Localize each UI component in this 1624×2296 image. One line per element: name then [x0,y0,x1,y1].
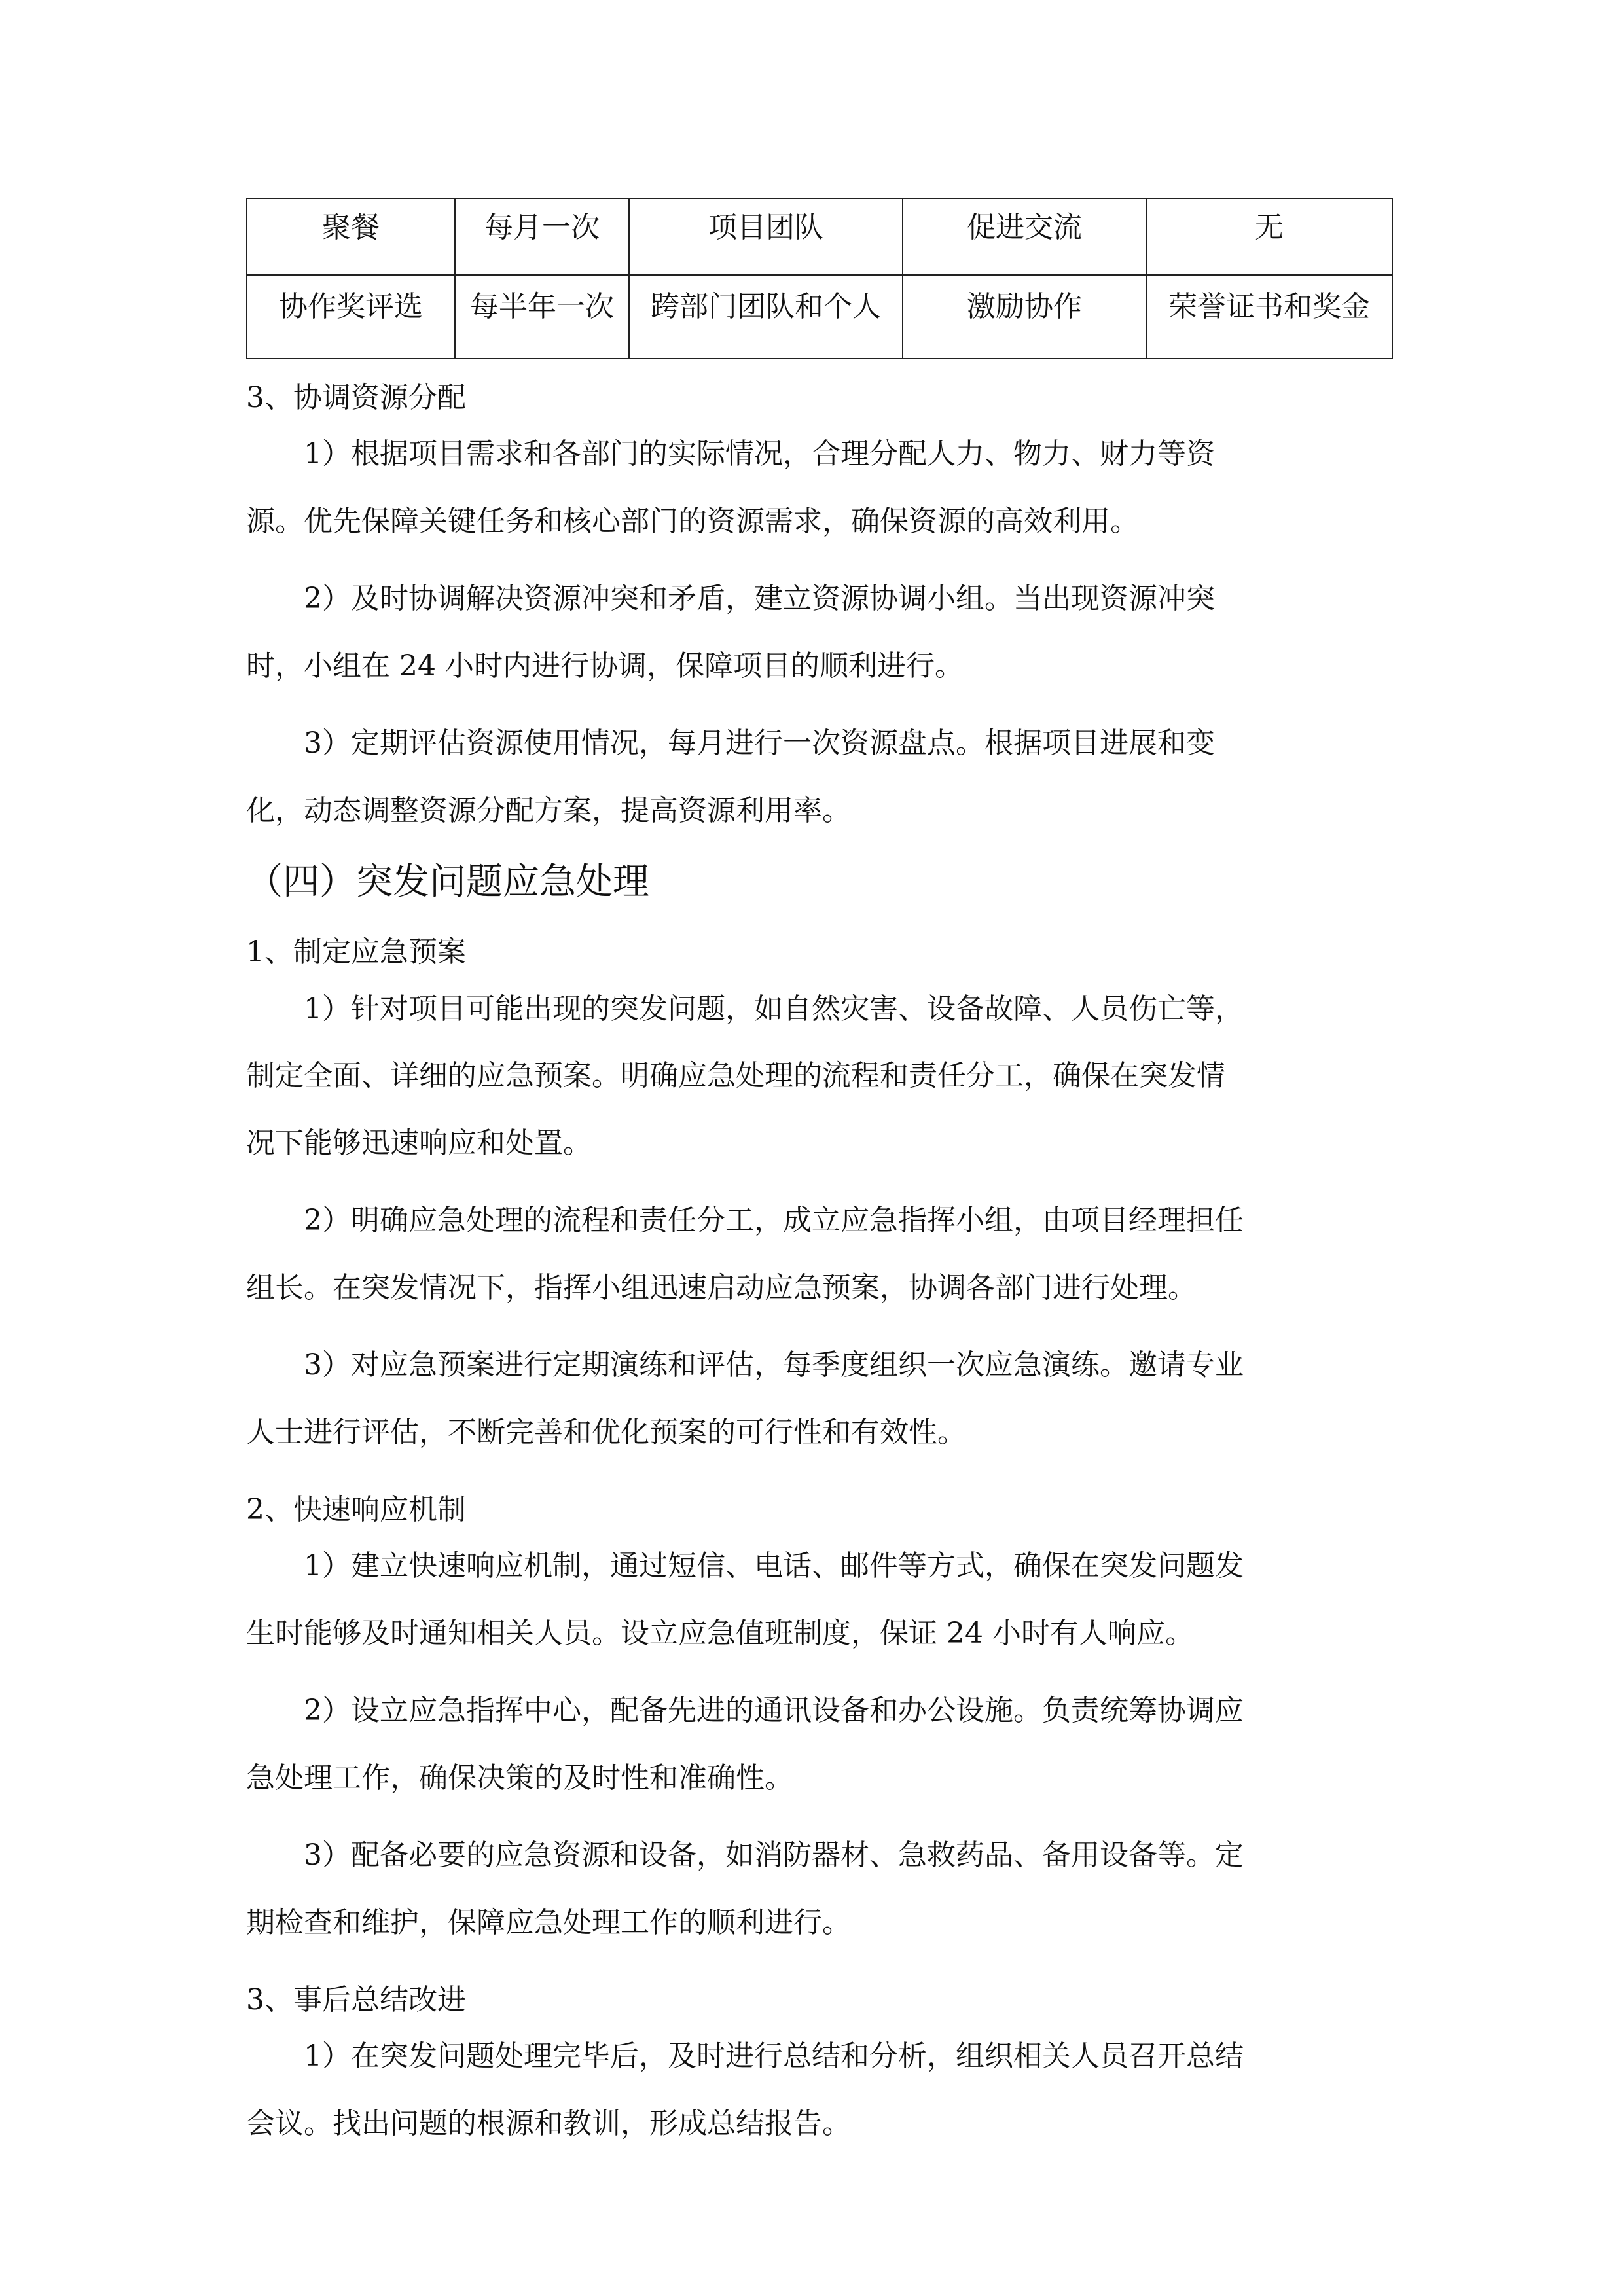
table-row [247,198,1392,275]
paragraph-line: 3）配备必要的应急资源和设备，如消防器材、急救药品、备用设备等。定 [304,1839,1244,1872]
paragraph-line: 人士进行评估，不断完善和优化预案的可行性和有效性。 [246,1416,966,1449]
chapter-heading: （四）突发问题应急处理 [246,861,649,903]
paragraph-line: 2）设立应急指挥中心，配备先进的通讯设备和办公设施。负责统筹协调应 [304,1694,1244,1727]
paragraph-line: 2）明确应急处理的流程和责任分工，成立应急指挥小组，由项目经理担任 [304,1204,1244,1237]
table-cell: 跨部门团队和个人 [629,275,903,359]
paragraph-line: 时，小组在 24 小时内进行协调，保障项目的顺利进行。 [246,649,964,683]
section-heading: 3、事后总结改进 [246,1983,466,2017]
table-cell: 激励协作 [903,275,1146,359]
table-cell: 项目团队 [629,198,903,275]
paragraph-line: 会议。找出问题的根源和教训，形成总结报告。 [246,2107,851,2140]
activity-table [246,198,1393,359]
table-cell: 每半年一次 [455,275,629,359]
table-cell: 每月一次 [455,198,629,275]
section-heading: 2、快速响应机制 [246,1493,466,1526]
section-heading: 1、制定应急预案 [246,935,466,969]
paragraph-line: 组长。在突发情况下，指挥小组迅速启动应急预案，协调各部门进行处理。 [246,1271,1197,1304]
table-cell: 协作奖评选 [247,275,455,359]
paragraph-line: 1）在突发问题处理完毕后，及时进行总结和分析，组织相关人员召开总结 [304,2039,1244,2073]
paragraph-line: 1）针对项目可能出现的突发问题，如自然灾害、设备故障、人员伤亡等， [304,992,1244,1026]
paragraph-line: 1）建立快速响应机制，通过短信、电话、邮件等方式，确保在突发问题发 [304,1549,1244,1583]
table-cell: 荣誉证书和奖金 [1146,275,1392,359]
paragraph-line: 急处理工作，确保决策的及时性和准确性。 [246,1761,793,1795]
paragraph-line: 2）及时协调解决资源冲突和矛盾，建立资源协调小组。当出现资源冲突 [304,582,1215,615]
section-heading: 3、协调资源分配 [246,381,466,414]
paragraph-line: 3）对应急预案进行定期演练和评估，每季度组织一次应急演练。邀请专业 [304,1348,1244,1382]
paragraph-line: 3）定期评估资源使用情况，每月进行一次资源盘点。根据项目进展和变 [304,726,1215,760]
paragraph-line: 化，动态调整资源分配方案，提高资源利用率。 [246,794,851,827]
paragraph-line: 况下能够迅速响应和处置。 [246,1126,592,1160]
paragraph-line: 期检查和维护，保障应急处理工作的顺利进行。 [246,1906,851,1939]
paragraph-line: 源。优先保障关键任务和核心部门的资源需求，确保资源的高效利用。 [246,505,1139,538]
paragraph-line: 生时能够及时通知相关人员。设立应急值班制度，保证 24 小时有人响应。 [246,1617,1194,1650]
table-cell: 聚餐 [247,198,455,275]
paragraph-line: 制定全面、详细的应急预案。明确应急处理的流程和责任分工，确保在突发情 [246,1059,1225,1092]
table-cell: 无 [1146,198,1392,275]
table-cell: 促进交流 [903,198,1146,275]
paragraph-line: 1）根据项目需求和各部门的实际情况，合理分配人力、物力、财力等资 [304,437,1215,471]
table-row [247,275,1392,359]
